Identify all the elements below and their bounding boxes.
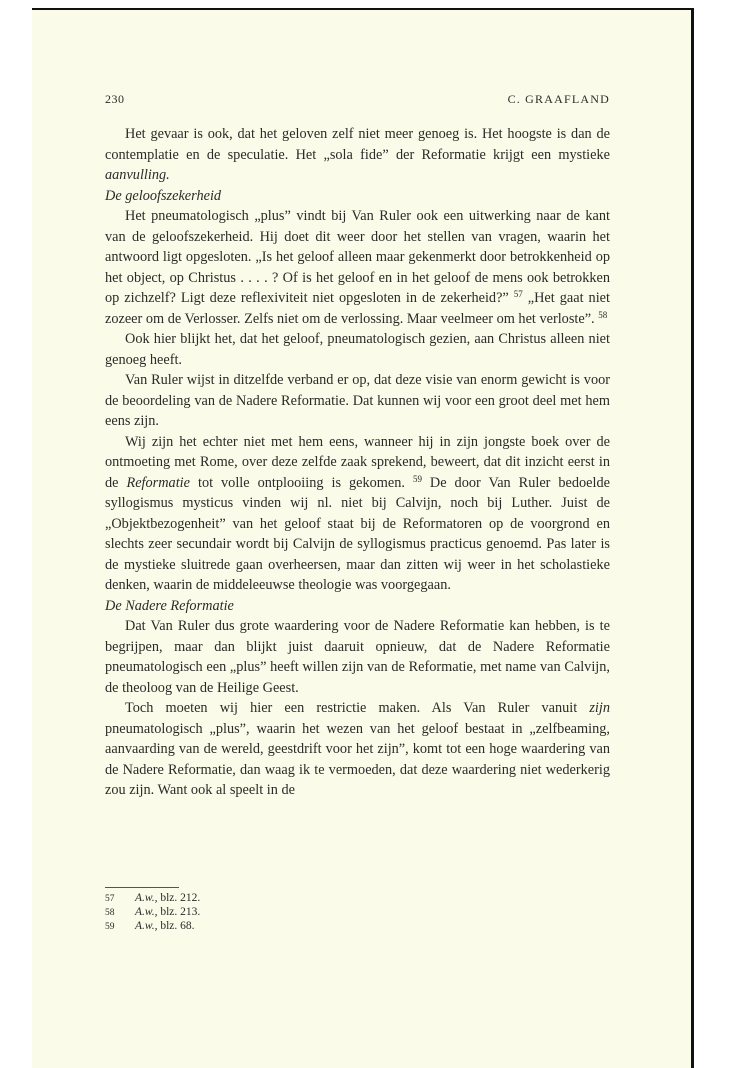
footnote-58: 58 A.w., blz. 213. xyxy=(105,906,201,918)
body-text xyxy=(105,124,610,801)
footnote-ref-59: 59 xyxy=(412,473,422,484)
footnote-57: 57 A.w., blz. 212. xyxy=(105,892,201,904)
paragraph: Van Ruler wijst in ditzelfde verband er op, dat deze visie van enorm gewicht is voor de beoordeling van de Nadere Reformatie. Dat kunnen wij voor een groot deel met hem eens zijn. xyxy=(105,372,610,429)
paragraph: Het pneumatologisch „plus” vindt bij Van Ruler ook een uitwerking naar de kant van de geloofszekerheid. Hij doet dit weer door het stellen van vragen, waarin het antwoord ligt opgesloten. „Is het geloof alleen maar gekenmerkt door betrokkenheid op het object, op Christus . . . . ? Of is het geloof en in het geloof de mens ook betrokken op zichzelf? Ligt deze reflexiviteit niet opgesloten in de zekerheid?” $^{57}$ „Het gaat niet zozeer om de Verlosser. Zelfs niet om de verlossing. Maar veelmeer om het verloste”. $^{58}$ xyxy=(105,208,610,327)
footnotes xyxy=(105,892,405,934)
footnote-ref-58: 58 xyxy=(598,309,608,320)
emphasis: zijn xyxy=(589,700,610,716)
footnote-divider xyxy=(105,887,179,888)
section-heading-geloofszekerheid: De geloofszekerheid xyxy=(105,187,222,204)
footnote-59: 59 A.w., blz. 68. xyxy=(105,920,195,932)
footnote-ref-57: 57 xyxy=(513,289,523,299)
intro-paragraph: Het gevaar is ook, dat het geloven zelf niet meer genoeg is. Het hoogste is dan de contemplatie en de speculatie. Het „sola fide” der Reformatie krijgt een mystieke aanvulling. xyxy=(105,126,610,183)
emphasis: Reformatie xyxy=(126,474,190,491)
paragraph: Toch moeten wij hier een restrictie maken. Als Van Ruler vanuit zijn pneumatologisch „plus”, waarin het wezen van het geloof bestaat in „zelfbeaming, aanvaarding van de wereld, geestdrift voor het zijn”, komt tot een hoge waardering van de Nadere Reformatie, dan waag ik te vermoeden, dat deze waardering niet wederkerig zou zijn. Want ook al speelt in de xyxy=(105,700,610,798)
paragraph: Ook hier blijkt het, dat het geloof, pneumatologisch gezien, aan Christus alleen niet genoeg heeft. xyxy=(105,331,610,368)
running-author: C. GRAAFLAND xyxy=(507,92,610,106)
paragraph: Dat Van Ruler dus grote waardering voor de Nadere Reformatie kan hebben, is te begrijpen, maar dan blijkt juist daaruit opnieuw, dat de Nadere Reformatie pneumatologisch een „plus” heeft willen zijn van de Reformatie, met name van Calvijn, de theoloog van de Heilige Geest. xyxy=(105,618,610,696)
section-heading-nadere-reformatie: De Nadere Reformatie xyxy=(105,597,234,614)
page-number: 230 xyxy=(105,92,125,106)
paragraph: Wij zijn het echter niet met hem eens, wanneer hij in zijn jongste boek over de ontmoeting met Rome, over deze zelfde zaak sprekend, beweert, dat dit inzicht eerst in de Reformatie tot volle ontplooiing is gekomen. $^{59}$ De door Van Ruler bedoelde syllogismus mysticus vinden wij nl. niet bij Calvijn, noch bij Luther. Juist de „Objektbezogenheit” van het geloof staat bij de Reformatoren op de voorgrond en slechts zeer secundair wordt bij Calvijn de syllogismus practicus genoemd. Pas later is de mystieke sluitrede gaan overheersen, maar dan zitten wij weer in het scholastieke denken, waarin de middeleeuwse theologie was voorgegaan. xyxy=(105,433,610,593)
emphasis: aanvulling. xyxy=(105,167,170,183)
